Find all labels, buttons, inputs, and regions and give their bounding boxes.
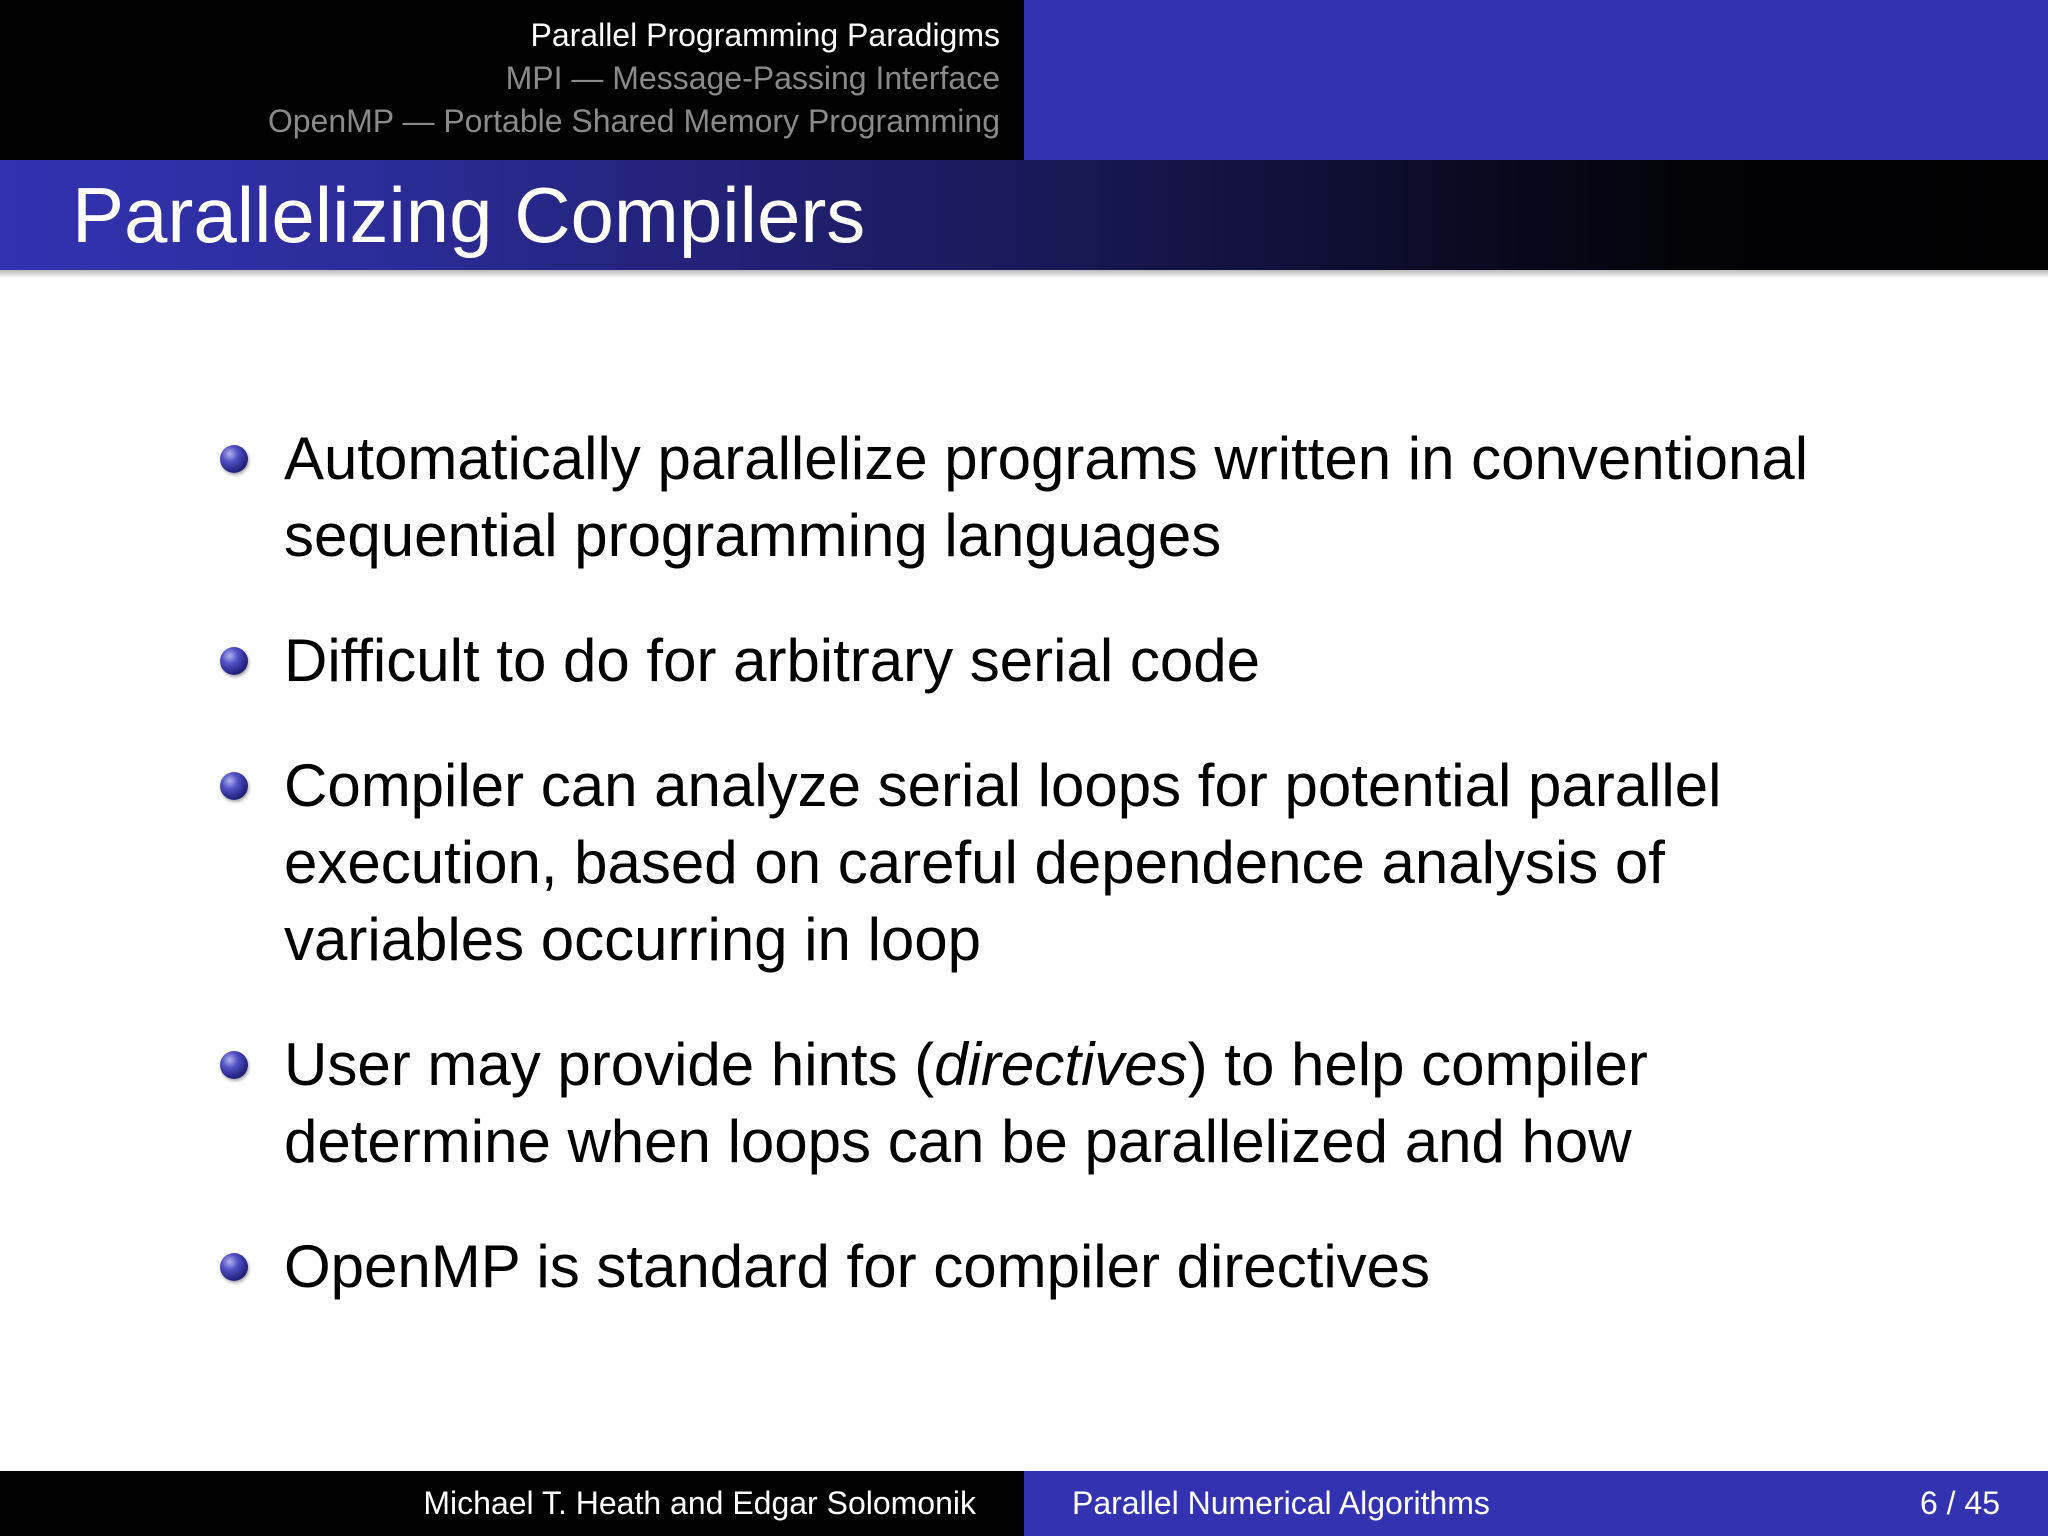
footer-presentation-title: Parallel Numerical Algorithms	[1072, 1485, 1490, 1521]
nav-section-parallel-programming-paradigms[interactable]: Parallel Programming Paradigms	[530, 17, 1000, 53]
bullet-item	[216, 747, 1916, 978]
bullet-text: Compiler can analyze serial loops for potential parallel execution, based on careful dependence analysis of variables occurring in loop	[284, 752, 1722, 973]
footer-author-bar	[0, 1471, 1024, 1536]
nav-section-mpi[interactable]: MPI — Message-Passing Interface	[505, 60, 1000, 96]
bullet-ball-icon	[220, 445, 248, 473]
header-section-nav	[0, 0, 1024, 160]
bullet-ball-icon	[220, 1051, 248, 1079]
bullet-ball-icon	[220, 647, 248, 675]
nav-section-openmp[interactable]: OpenMP — Portable Shared Memory Programming	[267, 103, 1000, 139]
bullet-ball-icon	[220, 1253, 248, 1281]
bullet-text: User may provide hints (directives) to help compiler determine when loops can be parallelized and how	[284, 1031, 1648, 1175]
bullet-item	[216, 1228, 1916, 1305]
bullet-text: Automatically parallelize programs written in conventional sequential programming languages	[284, 425, 1809, 569]
section-list	[268, 14, 1000, 143]
frame-title: Parallelizing Compilers	[72, 171, 866, 259]
bullet-item	[216, 622, 1916, 699]
emphasis-directives: directives	[934, 1031, 1188, 1098]
bullet-text: OpenMP is standard for compiler directives	[284, 1233, 1431, 1300]
frame-title-bar	[0, 160, 2048, 270]
bullet-item	[216, 1026, 1916, 1180]
footer-page-number: 6 / 45	[1919, 1485, 2000, 1521]
footer-title-bar	[1024, 1471, 2048, 1536]
title-bar-shadow	[0, 270, 2048, 278]
bullet-ball-icon	[220, 772, 248, 800]
header-subsection-nav	[1024, 0, 2048, 160]
bullet-list	[216, 420, 1916, 1353]
footer-authors: Michael T. Heath and Edgar Solomonik	[423, 1485, 976, 1521]
bullet-text: Difficult to do for arbitrary serial code	[284, 627, 1260, 694]
bullet-item	[216, 420, 1916, 574]
